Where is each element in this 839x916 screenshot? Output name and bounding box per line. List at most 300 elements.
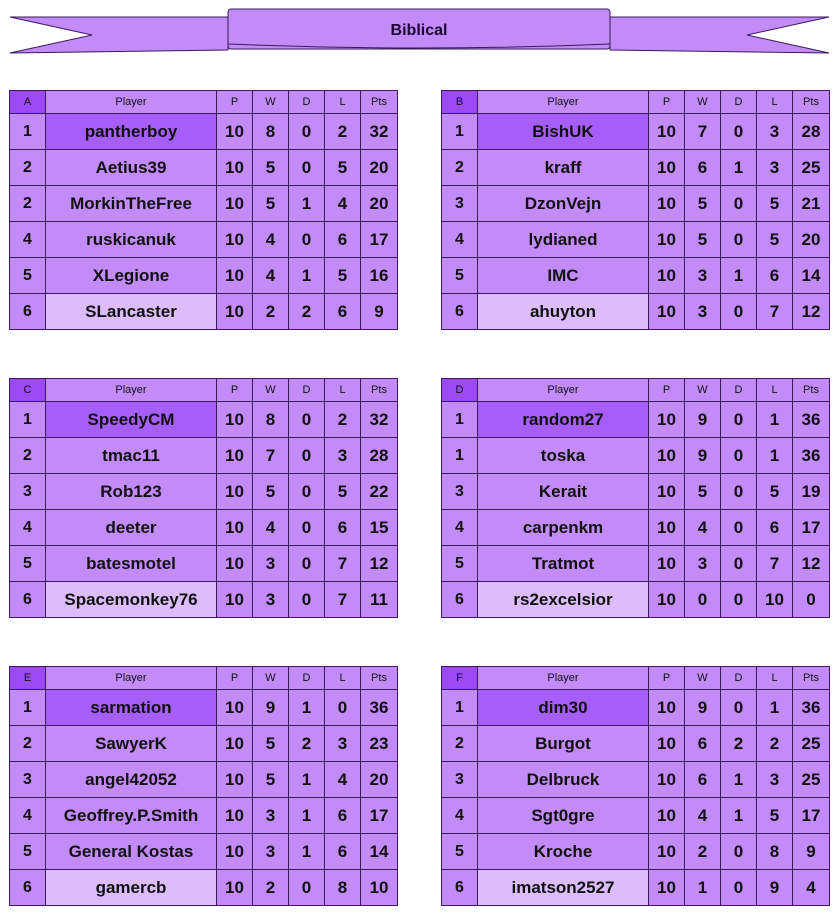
d-cell: 1 bbox=[289, 186, 325, 222]
table-row bbox=[442, 870, 830, 906]
p-cell: 10 bbox=[217, 834, 253, 870]
player-name-cell: ahuyton bbox=[478, 294, 649, 330]
w-cell: 5 bbox=[253, 150, 289, 186]
l-cell: 6 bbox=[757, 258, 793, 294]
d-cell: 1 bbox=[721, 762, 757, 798]
table-row bbox=[442, 402, 830, 438]
w-cell: 9 bbox=[685, 690, 721, 726]
p-cell: 10 bbox=[217, 150, 253, 186]
header-d: D bbox=[721, 91, 757, 114]
position-cell: 3 bbox=[442, 762, 478, 798]
position-cell: 5 bbox=[442, 834, 478, 870]
pts-cell: 20 bbox=[361, 150, 398, 186]
w-cell: 2 bbox=[685, 834, 721, 870]
d-cell: 0 bbox=[721, 546, 757, 582]
w-cell: 4 bbox=[253, 510, 289, 546]
p-cell: 10 bbox=[217, 762, 253, 798]
w-cell: 9 bbox=[685, 402, 721, 438]
w-cell: 3 bbox=[685, 546, 721, 582]
player-name-cell: rs2excelsior bbox=[478, 582, 649, 618]
d-cell: 0 bbox=[721, 582, 757, 618]
l-cell: 5 bbox=[757, 798, 793, 834]
header-d: D bbox=[721, 667, 757, 690]
position-cell: 4 bbox=[442, 222, 478, 258]
player-name-cell: deeter bbox=[46, 510, 217, 546]
position-cell: 6 bbox=[442, 294, 478, 330]
pts-cell: 20 bbox=[361, 186, 398, 222]
player-name-cell: tmac11 bbox=[46, 438, 217, 474]
d-cell: 1 bbox=[289, 258, 325, 294]
l-cell: 3 bbox=[325, 438, 361, 474]
d-cell: 1 bbox=[289, 834, 325, 870]
d-cell: 0 bbox=[289, 546, 325, 582]
l-cell: 6 bbox=[757, 510, 793, 546]
w-cell: 3 bbox=[253, 798, 289, 834]
w-cell: 3 bbox=[253, 582, 289, 618]
p-cell: 10 bbox=[217, 402, 253, 438]
header-l: L bbox=[757, 91, 793, 114]
group-b-table bbox=[441, 90, 829, 330]
header-p: P bbox=[649, 667, 685, 690]
player-name-cell: sarmation bbox=[46, 690, 217, 726]
p-cell: 10 bbox=[217, 870, 253, 906]
d-cell: 0 bbox=[289, 150, 325, 186]
group-label: B bbox=[442, 91, 478, 114]
w-cell: 8 bbox=[253, 114, 289, 150]
w-cell: 6 bbox=[685, 762, 721, 798]
standings-table bbox=[9, 90, 398, 330]
position-cell: 2 bbox=[10, 150, 46, 186]
player-name-cell: DzonVejn bbox=[478, 186, 649, 222]
w-cell: 9 bbox=[253, 690, 289, 726]
table-row bbox=[10, 402, 398, 438]
header-row bbox=[442, 91, 830, 114]
w-cell: 3 bbox=[253, 834, 289, 870]
l-cell: 6 bbox=[325, 798, 361, 834]
l-cell: 8 bbox=[325, 870, 361, 906]
pts-cell: 12 bbox=[361, 546, 398, 582]
header-row bbox=[10, 91, 398, 114]
l-cell: 6 bbox=[325, 294, 361, 330]
p-cell: 10 bbox=[217, 582, 253, 618]
header-l: L bbox=[757, 667, 793, 690]
position-cell: 4 bbox=[10, 798, 46, 834]
header-w: W bbox=[685, 91, 721, 114]
header-player: Player bbox=[478, 667, 649, 690]
w-cell: 7 bbox=[253, 438, 289, 474]
header-l: L bbox=[325, 667, 361, 690]
table-row bbox=[10, 114, 398, 150]
pts-cell: 36 bbox=[793, 402, 830, 438]
header-w: W bbox=[685, 667, 721, 690]
table-row bbox=[442, 474, 830, 510]
header-row bbox=[10, 379, 398, 402]
player-name-cell: imatson2527 bbox=[478, 870, 649, 906]
player-name-cell: dim30 bbox=[478, 690, 649, 726]
position-cell: 3 bbox=[10, 474, 46, 510]
table-row bbox=[442, 690, 830, 726]
l-cell: 6 bbox=[325, 834, 361, 870]
p-cell: 10 bbox=[649, 186, 685, 222]
p-cell: 10 bbox=[217, 474, 253, 510]
standings-table bbox=[441, 378, 830, 618]
player-name-cell: SLancaster bbox=[46, 294, 217, 330]
header-pts: Pts bbox=[361, 667, 398, 690]
p-cell: 10 bbox=[649, 798, 685, 834]
l-cell: 3 bbox=[757, 114, 793, 150]
group-label: F bbox=[442, 667, 478, 690]
w-cell: 4 bbox=[253, 258, 289, 294]
l-cell: 6 bbox=[325, 510, 361, 546]
player-name-cell: angel42052 bbox=[46, 762, 217, 798]
w-cell: 6 bbox=[685, 150, 721, 186]
d-cell: 0 bbox=[721, 438, 757, 474]
header-w: W bbox=[253, 667, 289, 690]
player-name-cell: Geoffrey.P.Smith bbox=[46, 798, 217, 834]
l-cell: 7 bbox=[325, 546, 361, 582]
position-cell: 1 bbox=[442, 402, 478, 438]
pts-cell: 25 bbox=[793, 762, 830, 798]
p-cell: 10 bbox=[649, 690, 685, 726]
table-row bbox=[10, 726, 398, 762]
header-p: P bbox=[217, 667, 253, 690]
p-cell: 10 bbox=[649, 438, 685, 474]
d-cell: 0 bbox=[721, 402, 757, 438]
table-row bbox=[10, 546, 398, 582]
player-name-cell: MorkinTheFree bbox=[46, 186, 217, 222]
d-cell: 0 bbox=[721, 870, 757, 906]
header-d: D bbox=[289, 667, 325, 690]
position-cell: 3 bbox=[442, 186, 478, 222]
table-row bbox=[442, 762, 830, 798]
d-cell: 1 bbox=[289, 762, 325, 798]
w-cell: 9 bbox=[685, 438, 721, 474]
p-cell: 10 bbox=[217, 222, 253, 258]
player-name-cell: Kroche bbox=[478, 834, 649, 870]
w-cell: 4 bbox=[685, 798, 721, 834]
header-pts: Pts bbox=[793, 667, 830, 690]
player-name-cell: XLegione bbox=[46, 258, 217, 294]
pts-cell: 32 bbox=[361, 114, 398, 150]
d-cell: 1 bbox=[289, 690, 325, 726]
table-row bbox=[442, 258, 830, 294]
p-cell: 10 bbox=[649, 402, 685, 438]
d-cell: 0 bbox=[289, 582, 325, 618]
table-row bbox=[10, 186, 398, 222]
p-cell: 10 bbox=[217, 186, 253, 222]
l-cell: 2 bbox=[325, 402, 361, 438]
pts-cell: 14 bbox=[361, 834, 398, 870]
pts-cell: 12 bbox=[793, 546, 830, 582]
l-cell: 5 bbox=[757, 474, 793, 510]
d-cell: 2 bbox=[289, 294, 325, 330]
position-cell: 4 bbox=[442, 798, 478, 834]
p-cell: 10 bbox=[217, 294, 253, 330]
l-cell: 5 bbox=[757, 186, 793, 222]
player-name-cell: carpenkm bbox=[478, 510, 649, 546]
table-row bbox=[10, 150, 398, 186]
position-cell: 5 bbox=[10, 834, 46, 870]
d-cell: 0 bbox=[721, 690, 757, 726]
l-cell: 1 bbox=[757, 438, 793, 474]
player-name-cell: Tratmot bbox=[478, 546, 649, 582]
pts-cell: 28 bbox=[793, 114, 830, 150]
w-cell: 5 bbox=[253, 474, 289, 510]
w-cell: 6 bbox=[685, 726, 721, 762]
player-name-cell: pantherboy bbox=[46, 114, 217, 150]
pts-cell: 12 bbox=[793, 294, 830, 330]
table-row bbox=[442, 798, 830, 834]
player-name-cell: SpeedyCM bbox=[46, 402, 217, 438]
d-cell: 0 bbox=[289, 438, 325, 474]
p-cell: 10 bbox=[649, 114, 685, 150]
group-f-table bbox=[441, 666, 829, 906]
p-cell: 10 bbox=[649, 726, 685, 762]
pts-cell: 10 bbox=[361, 870, 398, 906]
position-cell: 4 bbox=[10, 510, 46, 546]
d-cell: 0 bbox=[721, 222, 757, 258]
l-cell: 4 bbox=[325, 762, 361, 798]
header-l: L bbox=[757, 379, 793, 402]
pts-cell: 9 bbox=[793, 834, 830, 870]
header-l: L bbox=[325, 379, 361, 402]
standings-table bbox=[441, 666, 830, 906]
p-cell: 10 bbox=[649, 870, 685, 906]
table-row bbox=[10, 690, 398, 726]
w-cell: 8 bbox=[253, 402, 289, 438]
table-row bbox=[442, 510, 830, 546]
pts-cell: 0 bbox=[793, 582, 830, 618]
position-cell: 3 bbox=[442, 474, 478, 510]
pts-cell: 19 bbox=[793, 474, 830, 510]
p-cell: 10 bbox=[217, 510, 253, 546]
pts-cell: 15 bbox=[361, 510, 398, 546]
table-row bbox=[442, 546, 830, 582]
group-label: C bbox=[10, 379, 46, 402]
header-p: P bbox=[217, 379, 253, 402]
pts-cell: 22 bbox=[361, 474, 398, 510]
group-label: E bbox=[10, 667, 46, 690]
header-row bbox=[442, 667, 830, 690]
d-cell: 0 bbox=[721, 510, 757, 546]
l-cell: 2 bbox=[325, 114, 361, 150]
p-cell: 10 bbox=[649, 510, 685, 546]
position-cell: 2 bbox=[442, 150, 478, 186]
group-label: A bbox=[10, 91, 46, 114]
header-player: Player bbox=[478, 379, 649, 402]
l-cell: 5 bbox=[757, 222, 793, 258]
position-cell: 4 bbox=[10, 222, 46, 258]
l-cell: 8 bbox=[757, 834, 793, 870]
standings-table bbox=[9, 378, 398, 618]
group-a-table bbox=[9, 90, 397, 330]
w-cell: 4 bbox=[685, 510, 721, 546]
header-pts: Pts bbox=[793, 91, 830, 114]
header-w: W bbox=[685, 379, 721, 402]
w-cell: 4 bbox=[253, 222, 289, 258]
header-player: Player bbox=[478, 91, 649, 114]
d-cell: 2 bbox=[721, 726, 757, 762]
player-name-cell: Delbruck bbox=[478, 762, 649, 798]
position-cell: 2 bbox=[442, 726, 478, 762]
table-row bbox=[10, 474, 398, 510]
position-cell: 6 bbox=[10, 582, 46, 618]
table-row bbox=[442, 294, 830, 330]
player-name-cell: Sgt0gre bbox=[478, 798, 649, 834]
position-cell: 6 bbox=[442, 582, 478, 618]
header-row bbox=[10, 667, 398, 690]
position-cell: 1 bbox=[10, 114, 46, 150]
group-label: D bbox=[442, 379, 478, 402]
pts-cell: 36 bbox=[361, 690, 398, 726]
table-row bbox=[10, 294, 398, 330]
header-pts: Pts bbox=[793, 379, 830, 402]
l-cell: 7 bbox=[325, 582, 361, 618]
header-player: Player bbox=[46, 379, 217, 402]
pts-cell: 9 bbox=[361, 294, 398, 330]
position-cell: 4 bbox=[442, 510, 478, 546]
player-name-cell: gamercb bbox=[46, 870, 217, 906]
table-row bbox=[442, 438, 830, 474]
l-cell: 0 bbox=[325, 690, 361, 726]
l-cell: 3 bbox=[325, 726, 361, 762]
header-w: W bbox=[253, 379, 289, 402]
pts-cell: 21 bbox=[793, 186, 830, 222]
standings-table bbox=[9, 666, 398, 906]
table-row bbox=[442, 582, 830, 618]
table-row bbox=[442, 150, 830, 186]
player-name-cell: BishUK bbox=[478, 114, 649, 150]
d-cell: 0 bbox=[289, 114, 325, 150]
l-cell: 7 bbox=[757, 294, 793, 330]
l-cell: 6 bbox=[325, 222, 361, 258]
p-cell: 10 bbox=[649, 474, 685, 510]
w-cell: 5 bbox=[685, 222, 721, 258]
table-row bbox=[10, 258, 398, 294]
header-p: P bbox=[217, 91, 253, 114]
pts-cell: 32 bbox=[361, 402, 398, 438]
l-cell: 7 bbox=[757, 546, 793, 582]
header-player: Player bbox=[46, 667, 217, 690]
header-pts: Pts bbox=[361, 91, 398, 114]
header-d: D bbox=[289, 379, 325, 402]
position-cell: 3 bbox=[10, 762, 46, 798]
table-row bbox=[442, 834, 830, 870]
d-cell: 0 bbox=[289, 222, 325, 258]
w-cell: 0 bbox=[685, 582, 721, 618]
header-d: D bbox=[289, 91, 325, 114]
d-cell: 0 bbox=[721, 186, 757, 222]
l-cell: 3 bbox=[757, 762, 793, 798]
w-cell: 3 bbox=[685, 294, 721, 330]
player-name-cell: Spacemonkey76 bbox=[46, 582, 217, 618]
w-cell: 5 bbox=[253, 762, 289, 798]
w-cell: 5 bbox=[685, 474, 721, 510]
table-row bbox=[10, 510, 398, 546]
l-cell: 5 bbox=[325, 474, 361, 510]
l-cell: 3 bbox=[757, 150, 793, 186]
title-banner bbox=[0, 0, 839, 60]
p-cell: 10 bbox=[649, 582, 685, 618]
position-cell: 5 bbox=[10, 258, 46, 294]
table-row bbox=[10, 222, 398, 258]
position-cell: 5 bbox=[10, 546, 46, 582]
p-cell: 10 bbox=[649, 834, 685, 870]
position-cell: 2 bbox=[10, 438, 46, 474]
l-cell: 5 bbox=[325, 258, 361, 294]
position-cell: 5 bbox=[442, 258, 478, 294]
l-cell: 4 bbox=[325, 186, 361, 222]
table-row bbox=[10, 870, 398, 906]
w-cell: 1 bbox=[685, 870, 721, 906]
position-cell: 1 bbox=[10, 402, 46, 438]
p-cell: 10 bbox=[217, 726, 253, 762]
position-cell: 1 bbox=[442, 690, 478, 726]
p-cell: 10 bbox=[217, 546, 253, 582]
w-cell: 5 bbox=[253, 186, 289, 222]
position-cell: 1 bbox=[10, 690, 46, 726]
l-cell: 5 bbox=[325, 150, 361, 186]
player-name-cell: Rob123 bbox=[46, 474, 217, 510]
p-cell: 10 bbox=[649, 294, 685, 330]
l-cell: 1 bbox=[757, 690, 793, 726]
table-row bbox=[10, 438, 398, 474]
standings-table bbox=[441, 90, 830, 330]
position-cell: 6 bbox=[10, 294, 46, 330]
w-cell: 3 bbox=[253, 546, 289, 582]
d-cell: 0 bbox=[721, 474, 757, 510]
player-name-cell: Aetius39 bbox=[46, 150, 217, 186]
player-name-cell: batesmotel bbox=[46, 546, 217, 582]
player-name-cell: SawyerK bbox=[46, 726, 217, 762]
p-cell: 10 bbox=[649, 258, 685, 294]
pts-cell: 23 bbox=[361, 726, 398, 762]
player-name-cell: ruskicanuk bbox=[46, 222, 217, 258]
pts-cell: 17 bbox=[793, 798, 830, 834]
pts-cell: 25 bbox=[793, 150, 830, 186]
position-cell: 6 bbox=[442, 870, 478, 906]
header-row bbox=[442, 379, 830, 402]
pts-cell: 4 bbox=[793, 870, 830, 906]
w-cell: 5 bbox=[253, 726, 289, 762]
table-row bbox=[442, 114, 830, 150]
position-cell: 2 bbox=[10, 186, 46, 222]
position-cell: 6 bbox=[10, 870, 46, 906]
p-cell: 10 bbox=[217, 114, 253, 150]
table-row bbox=[10, 762, 398, 798]
header-w: W bbox=[253, 91, 289, 114]
pts-cell: 20 bbox=[361, 762, 398, 798]
p-cell: 10 bbox=[217, 690, 253, 726]
player-name-cell: IMC bbox=[478, 258, 649, 294]
pts-cell: 28 bbox=[361, 438, 398, 474]
l-cell: 2 bbox=[757, 726, 793, 762]
header-p: P bbox=[649, 379, 685, 402]
w-cell: 2 bbox=[253, 870, 289, 906]
player-name-cell: Kerait bbox=[478, 474, 649, 510]
d-cell: 0 bbox=[721, 114, 757, 150]
position-cell: 1 bbox=[442, 438, 478, 474]
w-cell: 5 bbox=[685, 186, 721, 222]
d-cell: 1 bbox=[721, 798, 757, 834]
player-name-cell: lydianed bbox=[478, 222, 649, 258]
position-cell: 2 bbox=[10, 726, 46, 762]
header-pts: Pts bbox=[361, 379, 398, 402]
player-name-cell: Burgot bbox=[478, 726, 649, 762]
table-row bbox=[10, 798, 398, 834]
pts-cell: 20 bbox=[793, 222, 830, 258]
page-title: Biblical bbox=[390, 22, 448, 39]
